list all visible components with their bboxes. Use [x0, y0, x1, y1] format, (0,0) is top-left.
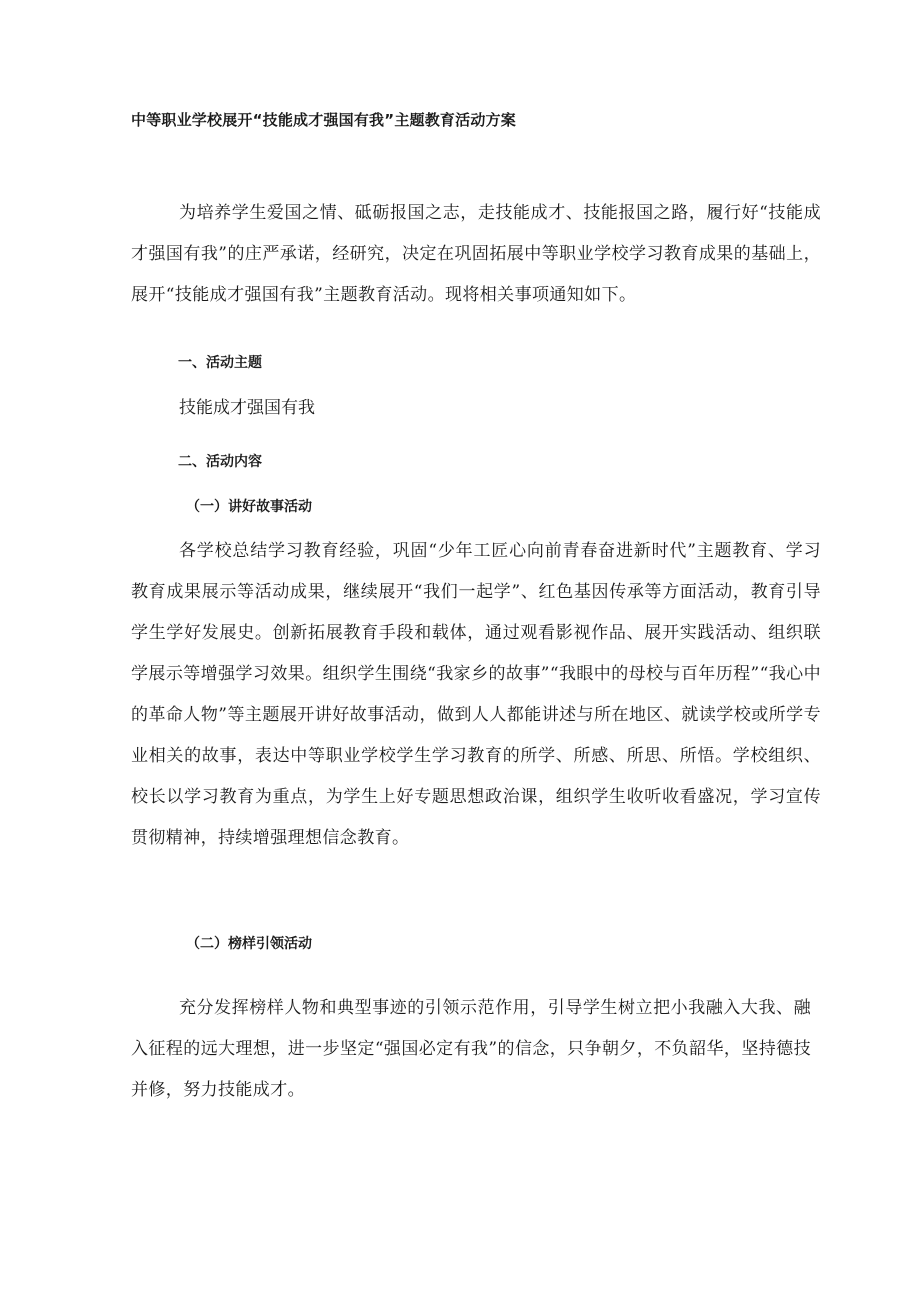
- intro-paragraph: 为培养学生爱国之情、砥砺报国之志，走技能成才、技能报国之路，履行好“技能成才强国有我”的庄严承诺，经研究，决定在巩固拓展中等职业学校学习教育成果的基础上，展开“技能成才强国有我”主题教育活动。现将相关事项通知如下。: [131, 203, 821, 305]
- document-title: 中等职业学校展开“技能成才强国有我”主题教育活动方案: [131, 111, 516, 129]
- section-2-heading: 二、活动内容: [178, 454, 262, 470]
- subsection-2-body: 充分发挥榜样人物和典型事迹的引领示范作用，引导学生树立把小我融入大我、融入征程的远大理想，进一步坚定“强国必定有我”的信念，只争朝夕，不负韶华，坚持德技并修，努力技能成才。: [131, 998, 811, 1100]
- section-1-body: 技能成才强国有我: [179, 398, 315, 418]
- section-1-heading: 一、活动主题: [178, 355, 262, 371]
- subsection-1-heading: （一）讲好故事活动: [186, 499, 312, 515]
- subsection-1-body: 各学校总结学习教育经验，巩固“少年工匠心向前青春奋进新时代”主题教育、学习教育成果展示等活动成果，继续展开“我们一起学”、红色基因传承等方面活动，教育引导学生学好发展史。创新拓展教育手段和载体，通过观看影视作品、展开实践活动、组织联学展示等增强学习效果。组织学生围绕“我家乡的故事”“我眼中的母校与百年历程”“我心中的革命人物”等主题展开讲好故事活动，做到人人都能讲述与所在地区、就读学校或所学专业相关的故事，表达中等职业学校学生学习教育的所学、所感、所思、所悟。学校组织、校长以学习教育为重点，为学生上好专题思想政治课，组织学生收听收看盛况，学习宣传贯彻精神，持续增强理想信念教育。: [131, 541, 821, 848]
- subsection-2-heading: （二）榜样引领活动: [186, 936, 312, 952]
